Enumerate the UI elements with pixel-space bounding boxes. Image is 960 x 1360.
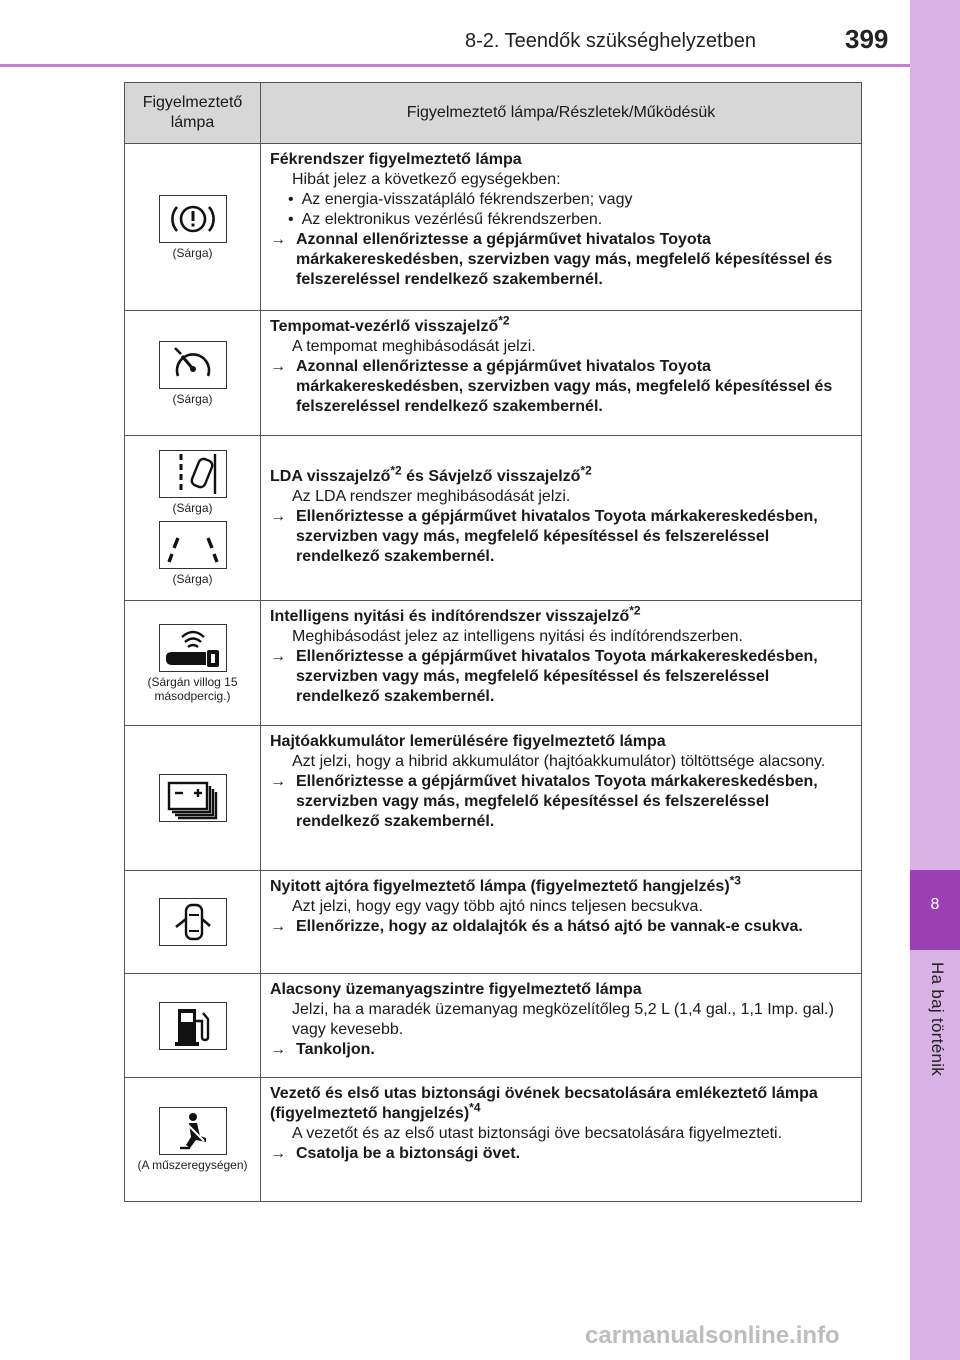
row-title: Fékrendszer figyelmeztető lámpa [270,151,522,168]
action-text: → Ellenőriztesse a gépjárművet hivatalos Toyota márkakereskedésben, szervizben vagy más, megfelelő képesítéssel és felszereléssel rendelkező szakembernél. [270,508,818,565]
watermark: carmanualsonline.info [585,1322,840,1349]
details-cell [261,1078,862,1202]
row-title: Nyitott ajtóra figyelmeztető lámpa (figyelmeztető hangjelzés)$^{*3}$ [270,873,741,895]
lamp-cell [125,436,261,601]
bullet-item: • Az energia-visszatápláló fékrendszerben; vagy [288,191,633,208]
action-text: → Tankoljon. [270,1041,375,1058]
row-text: A tempomat meghibásodását jelzi. [292,338,536,355]
lamp-cell [125,144,261,311]
row-text: Hibát jelez a következő egységekben: [292,171,561,188]
lane-marker-icon [159,521,227,569]
footnote-marker: *2 [629,603,641,618]
arrow-icon: → [270,231,286,248]
details-cell [261,726,862,871]
details-cell [261,144,862,311]
lamp-cell [125,311,261,436]
table-row [125,144,862,311]
table-row [125,974,862,1078]
action-text: → Azonnal ellenőriztesse a gépjárművet hivatalos Toyota márkakereskedésben, szervizben vagy más, megfelelő képesítéssel és felszereléssel rendelkező szakembernél. [270,231,833,288]
arrow-icon: → [270,1145,286,1162]
details-cell [261,436,862,601]
header-lamp: Figyelmeztető lámpa [125,83,261,144]
low-fuel-icon [159,1002,227,1050]
warning-light-table [124,82,862,1202]
lamp-caption: (Sárga) [172,245,213,260]
details-cell [261,311,862,436]
action-text: → Ellenőrizze, hogy az oldalajtók és a hátsó ajtó be vannak-e csukva. [270,918,803,935]
row-text: Azt jelzi, hogy a hibrid akkumulátor (hajtóakkumulátor) töltöttsége alacsony. [292,753,826,770]
lamp-cell [125,601,261,726]
lamp-caption: (Sárga) [172,501,213,515]
header-details: Figyelmeztető lámpa/Részletek/Működésük [261,83,862,144]
arrow-icon: → [270,358,286,375]
lamp-cell [125,871,261,974]
table-row [125,601,862,726]
header-divider [0,64,910,67]
lamp-caption: (A műszeregységen) [137,1158,248,1172]
page-number: 399 [845,24,889,54]
lda-icon [159,450,227,498]
lamp-caption: (Sárga) [172,572,213,586]
row-text: Meghibásodást jelez az intelligens nyitási és indítórendszerben. [292,628,743,645]
footnote-marker: *2 [580,463,592,478]
table-row [125,436,862,601]
table-row [125,311,862,436]
row-title: Tempomat-vezérlő visszajelző$^{*2}$ [270,313,510,335]
arrow-icon: → [270,508,286,525]
arrow-icon: → [270,773,286,790]
arrow-icon: → [270,918,286,935]
seatbelt-reminder-icon [159,1107,227,1155]
footnote-marker: *3 [729,873,741,888]
chapter-number: 8 [930,896,940,913]
row-text: Jelzi, ha a maradék üzemanyag megközelítőleg 5,2 L (1,4 gal., 1,1 Imp. gal.) vagy kevesebb. [292,1001,834,1038]
row-title: Hajtóakkumulátor lemerülésére figyelmeztető lámpa [270,733,666,750]
traction-battery-icon [159,774,227,822]
table-row [125,1078,862,1202]
chapter-title: Ha baj történik [928,962,947,1077]
cruise-control-icon [159,341,227,389]
open-door-icon [159,898,227,946]
table-row [125,871,862,974]
footnote-marker: *4 [469,1100,481,1115]
action-text: → Ellenőriztesse a gépjárművet hivatalos Toyota márkakereskedésben, szervizben vagy más, megfelelő képesítéssel és felszereléssel rendelkező szakembernél. [270,773,818,830]
lamp-cell [125,1078,261,1202]
table-row [125,726,862,871]
section-title: 8-2. Teendők szükséghelyzetben [465,30,756,52]
details-cell [261,601,862,726]
lamp-caption: (Sárga) [172,391,213,406]
lamp-cell [125,726,261,871]
action-text: → Azonnal ellenőriztesse a gépjárművet hivatalos Toyota márkakereskedésben, szervizben vagy más, megfelelő képesítéssel és felszereléssel rendelkező szakembernél. [270,358,833,415]
row-title: Intelligens nyitási és indítórendszer visszajelző$^{*2}$ [270,603,641,625]
footnote-marker: *2 [390,463,402,478]
arrow-icon: → [270,1041,286,1058]
row-title: LDA visszajelző$^{*2}$ és Sávjelző visszajelző$^{*2}$ [270,463,592,485]
smart-key-icon [159,624,227,672]
chapter-side-tab [910,0,960,1360]
action-text: → Ellenőriztesse a gépjárművet hivatalos Toyota márkakereskedésben, szervizben vagy más, megfelelő képesítéssel és felszereléssel rendelkező szakembernél. [270,648,818,705]
arrow-icon: → [270,648,286,665]
details-cell [261,871,862,974]
brake-warning-icon [159,195,227,243]
row-text: Az LDA rendszer meghibásodását jelzi. [292,488,571,505]
row-text: A vezetőt és az első utast biztonsági öve becsatolására figyelmezteti. [292,1125,783,1142]
chapter-number-box [910,870,960,950]
footnote-marker: *2 [498,313,510,328]
row-title: Vezető és első utas biztonsági övének becsatolására emlékeztető lámpa (figyelmeztető hangjelzés)$^{*4}$ [270,1085,818,1122]
row-text: Azt jelzi, hogy egy vagy több ajtó nincs teljesen becsukva. [292,898,703,915]
row-title: Alacsony üzemanyagszintre figyelmeztető lámpa [270,981,642,998]
details-cell [261,974,862,1078]
bullet-item: • Az elektronikus vezérlésű fékrendszerben. [288,211,603,228]
action-text: → Csatolja be a biztonsági övet. [270,1145,521,1162]
table-header-row [125,83,862,144]
lamp-caption: (Sárgán villog 15 másodpercig.) [147,674,238,703]
lamp-cell [125,974,261,1078]
